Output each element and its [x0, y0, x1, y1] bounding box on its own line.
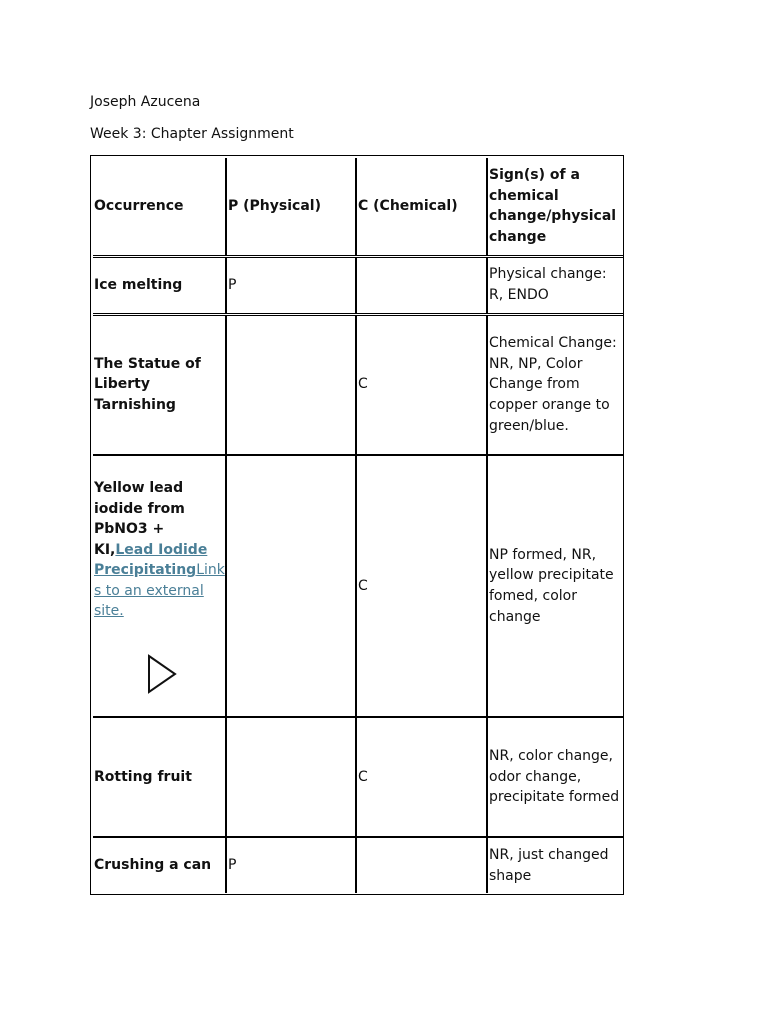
- signs-cell: NR, just changed shape: [487, 837, 623, 893]
- occurrence-cell: Ice melting: [93, 256, 226, 314]
- header-signs-text: Sign(s) of a chemical change/physical change: [489, 167, 617, 245]
- chemical-cell: C: [356, 314, 487, 455]
- table-row: [93, 314, 623, 455]
- header-physical: P (Physical): [226, 158, 356, 256]
- table-grid: [93, 158, 623, 893]
- physical-cell: [226, 455, 356, 717]
- classification-table: [90, 155, 624, 895]
- play-icon: [145, 654, 177, 694]
- header-occurrence: Occurrence: [94, 197, 184, 214]
- chemical-cell: [356, 256, 487, 314]
- assignment-title: Week 3: Chapter Assignment: [90, 126, 294, 142]
- physical-cell: [226, 717, 356, 837]
- chemical-cell: C: [356, 455, 487, 717]
- external-link-note: Links to an external site.: [94, 562, 225, 620]
- author-name: Joseph Azucena: [90, 94, 201, 110]
- physical-cell: [226, 314, 356, 455]
- signs-cell: NP formed, NR, yellow precipitate fomed, color change: [487, 455, 623, 717]
- chemical-cell: [356, 837, 487, 893]
- occurrence-text: Yellow lead iodide from PbNO3 + KI,: [94, 479, 185, 558]
- signs-cell: Chemical Change: NR, NP, Color Change from copper orange to green/blue.: [487, 314, 623, 455]
- occurrence-cell: The Statue of Liberty Tarnishing: [93, 314, 226, 455]
- table-row: [93, 256, 623, 314]
- physical-cell: P: [226, 256, 356, 314]
- header-signs: [487, 158, 623, 256]
- occurrence-cell: [93, 455, 226, 717]
- signs-cell: NR, color change, odor change, precipitate formed: [487, 717, 623, 837]
- occurrence-cell: Rotting fruit: [93, 717, 226, 837]
- physical-cell: P: [226, 837, 356, 893]
- table-header-row: [93, 158, 623, 256]
- link-title: Lead Iodide Precipitating: [94, 541, 208, 579]
- table-row: [93, 455, 623, 717]
- header-chemical: C (Chemical): [356, 158, 487, 256]
- chemical-cell: C: [356, 717, 487, 837]
- video-play-button[interactable]: [94, 654, 227, 694]
- signs-cell: Physical change: R, ENDO: [487, 256, 623, 314]
- occurrence-cell: Crushing a can: [93, 837, 226, 893]
- table-row: [93, 717, 623, 837]
- table-row: [93, 837, 623, 893]
